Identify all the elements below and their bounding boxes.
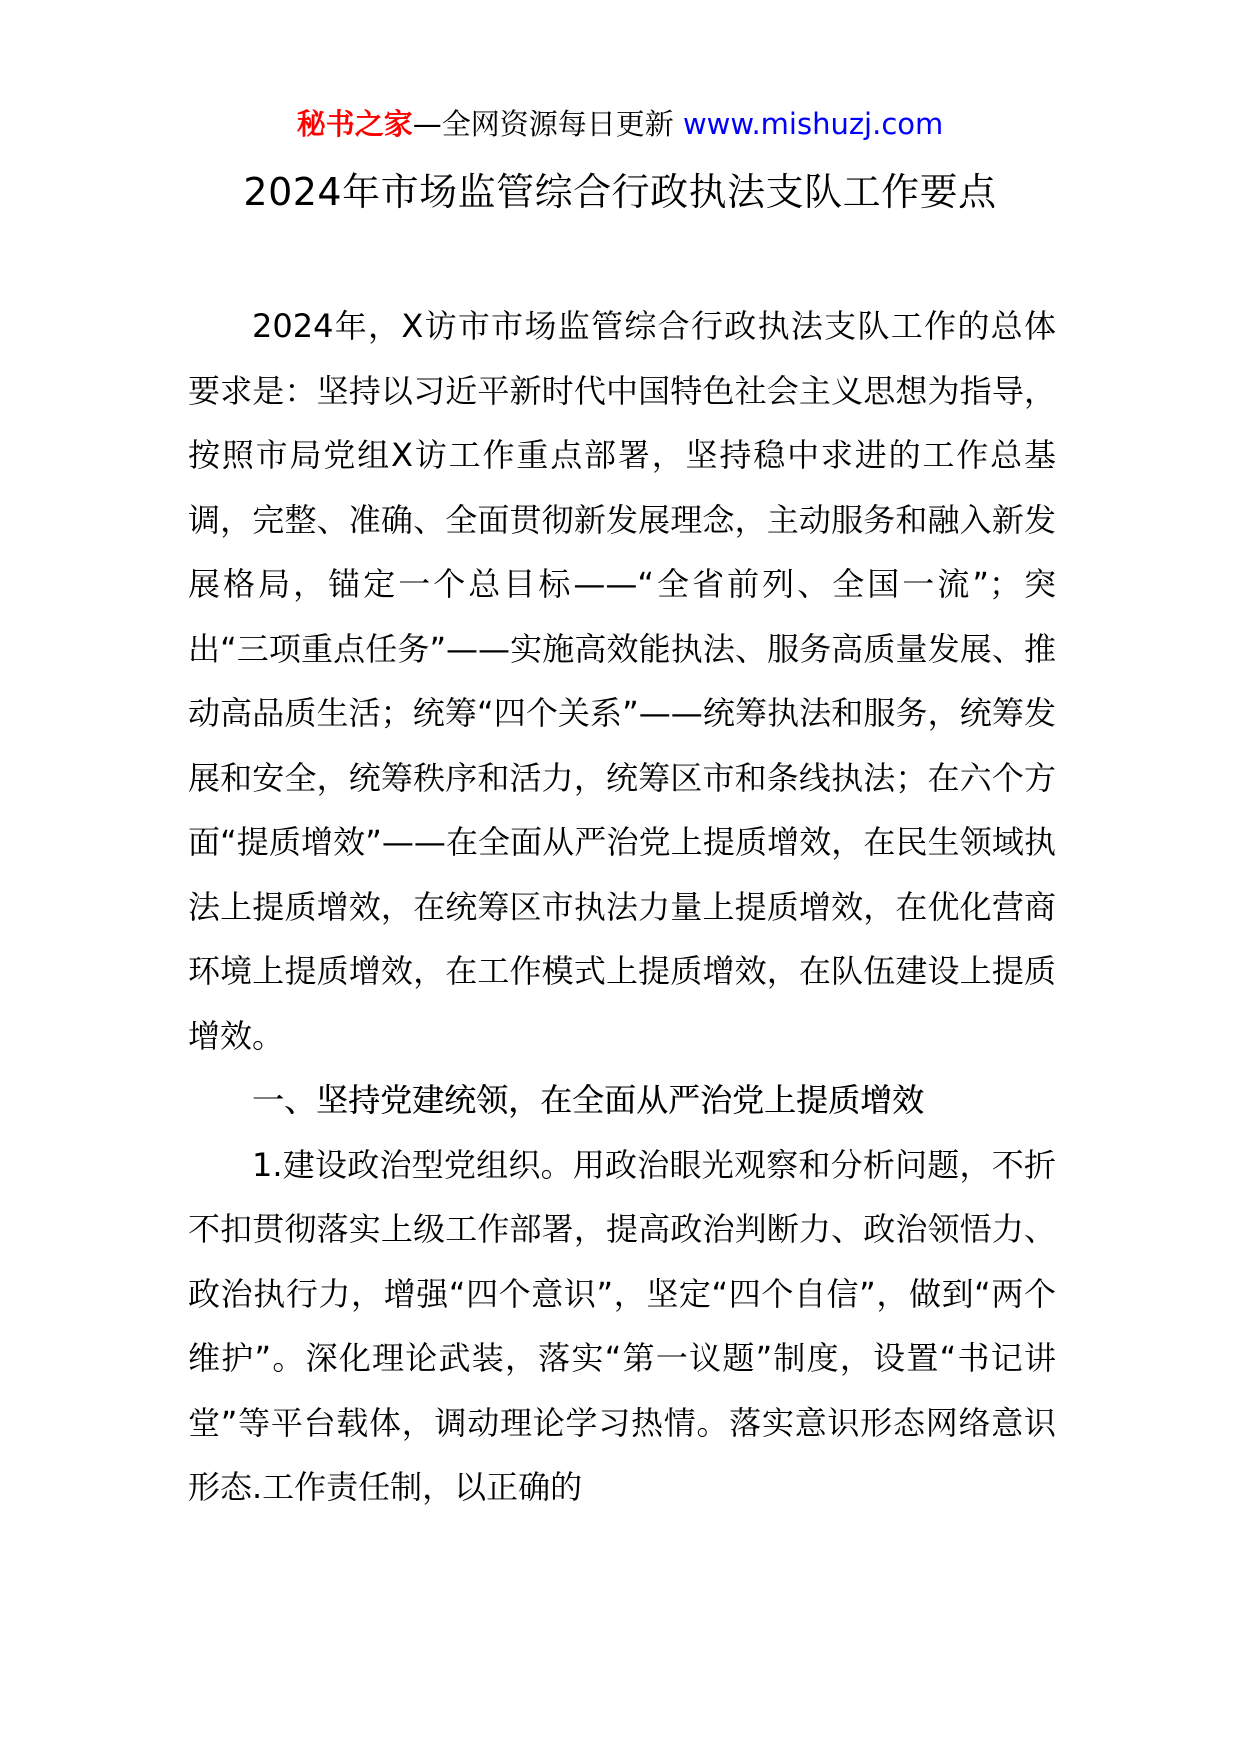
header-slogan: —全网资源每日更新 [412, 107, 674, 141]
item-paragraph: 1.建设政治型党组织。用政治眼光观察和分析问题，不折不扣贯彻落实上级工作部署，提高政治判断力、政治领悟力、政治执行力，增强“四个意识”，坚定“四个自信”，做到“两个维护”。深化理论武装，落实“第一议题”制度，设置“书记讲堂”等平台载体，调动理论学习热情。落实意识形态网络意识形态.工作责任制，以正确的 [188, 1145, 1056, 1506]
intro-paragraph: 2024年，X访市市场监管综合行政执法支队工作的总体要求是：坚持以习近平新时代中国特色社会主义思想为指导，按照市局党组X访工作重点部署，坚持稳中求进的工作总基调，完整、准确、全面贯彻新发展理念，主动服务和融入新发展格局，锚定一个总目标——“全省前列、全国一流”；突出“三项重点任务”——实施高效能执法、服务高质量发展、推动高品质生活；统筹“四个关系”——统筹执法和服务，统筹发展和安全，统筹秩序和活力，统筹区市和条线执法；在六个方面“提质增效”——在全面从严治党上提质增效，在民生领域执法上提质增效，在统筹区市执法力量上提质增效，在优化营商环境上提质增效，在工作模式上提质增效，在队伍建设上提质增效。 [188, 307, 1056, 1055]
document-title: 2024年市场监管综合行政执法支队工作要点 [243, 170, 997, 214]
site-header [0, 102, 1240, 146]
brand-name: 秘书之家 [296, 107, 413, 141]
section-heading: 一、坚持党建统领，在全面从严治党上提质增效 [252, 1081, 925, 1119]
document-body [188, 294, 1056, 1520]
site-url[interactable]: www.mishuzj.com [682, 107, 944, 141]
